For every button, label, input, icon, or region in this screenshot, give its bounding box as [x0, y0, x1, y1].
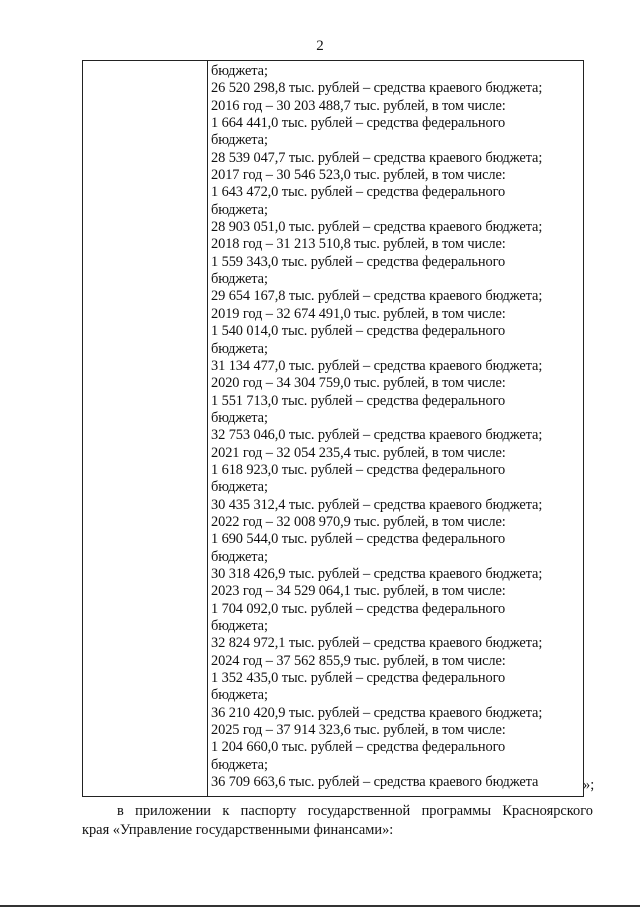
budget-line: бюджета; — [211, 687, 268, 704]
budget-line: 36 210 420,9 тыс. рублей – средства краевого бюджета; — [211, 704, 543, 721]
closing-quote: »; — [583, 777, 595, 793]
budget-line: 1 643 472,0 тыс. рублей – средства федерального — [211, 184, 506, 201]
budget-line: 1 664 441,0 тыс. рублей – средства федерального — [211, 115, 506, 132]
budget-line: бюджета; — [211, 618, 268, 634]
budget-line: бюджета; — [211, 548, 268, 565]
budget-line: 32 824 972,1 тыс. рублей – средства краевого бюджета; — [211, 635, 543, 652]
budget-line: бюджета; — [211, 409, 268, 426]
budget-line: 30 435 312,4 тыс. рублей – средства краевого бюджета; — [211, 496, 543, 513]
budget-line: 2021 год – 32 054 235,4 тыс. рублей, в том числе: — [211, 444, 506, 461]
budget-line: бюджета; — [211, 271, 268, 288]
budget-line: 26 520 298,8 тыс. рублей – средства краевого бюджета; — [211, 80, 543, 97]
budget-line: бюджета; — [211, 479, 268, 496]
budget-line: 1 690 544,0 тыс. рублей – средства федерального — [211, 531, 506, 548]
table-column-divider — [207, 60, 208, 797]
budget-line: 2019 год – 32 674 491,0 тыс. рублей, в том числе: — [211, 305, 506, 322]
appendix-paragraph — [82, 802, 593, 840]
appendix-line-2: края «Управление государственными финансами»: — [82, 822, 394, 838]
budget-line: 2025 год – 37 914 323,6 тыс. рублей, в том числе: — [211, 722, 506, 739]
budget-line: бюджета; — [211, 756, 268, 773]
bottom-rule — [0, 905, 640, 907]
budget-line: 2018 год – 31 213 510,8 тыс. рублей, в том числе: — [211, 236, 506, 253]
budget-line: бюджета; — [211, 63, 268, 79]
budget-line: бюджета; — [211, 201, 268, 218]
budget-line: 2024 год – 37 562 855,9 тыс. рублей, в том числе: — [211, 652, 506, 669]
budget-line: 31 134 477,0 тыс. рублей – средства краевого бюджета; — [211, 357, 543, 374]
budget-line: 36 709 663,6 тыс. рублей – средства краевого бюджета — [211, 774, 539, 791]
budget-line: 1 704 092,0 тыс. рублей – средства федерального — [211, 600, 506, 617]
budget-line: 28 903 051,0 тыс. рублей – средства краевого бюджета; — [211, 219, 543, 236]
page-number: 2 — [316, 38, 324, 54]
budget-lines — [211, 63, 581, 791]
budget-line: бюджета; — [211, 132, 268, 149]
appendix-line-1: в приложении к паспорту государственной программы Красноярского — [117, 803, 593, 819]
budget-line: 1 352 435,0 тыс. рублей – средства федерального — [211, 670, 506, 687]
budget-line: 1 551 713,0 тыс. рублей – средства федерального — [211, 392, 506, 409]
budget-line: 30 318 426,9 тыс. рублей – средства краевого бюджета; — [211, 565, 543, 582]
budget-line: 2017 год – 30 546 523,0 тыс. рублей, в том числе: — [211, 167, 506, 184]
budget-line: 1 618 923,0 тыс. рублей – средства федерального — [211, 461, 506, 478]
budget-line: 2016 год – 30 203 488,7 тыс. рублей, в том числе: — [211, 97, 506, 114]
budget-line: бюджета; — [211, 340, 268, 357]
budget-line: 1 540 014,0 тыс. рублей – средства федерального — [211, 323, 506, 340]
budget-line: 1 559 343,0 тыс. рублей – средства федерального — [211, 253, 506, 270]
budget-line: 2020 год – 34 304 759,0 тыс. рублей, в том числе: — [211, 375, 506, 392]
budget-line: 28 539 047,7 тыс. рублей – средства краевого бюджета; — [211, 149, 543, 166]
budget-line: 2023 год – 34 529 064,1 тыс. рублей, в том числе: — [211, 583, 506, 600]
budget-line: 1 204 660,0 тыс. рублей – средства федерального — [211, 739, 506, 756]
budget-line: 29 654 167,8 тыс. рублей – средства краевого бюджета; — [211, 288, 543, 305]
budget-line: 32 753 046,0 тыс. рублей – средства краевого бюджета; — [211, 427, 543, 444]
budget-line: 2022 год – 32 008 970,9 тыс. рублей, в том числе: — [211, 513, 506, 530]
